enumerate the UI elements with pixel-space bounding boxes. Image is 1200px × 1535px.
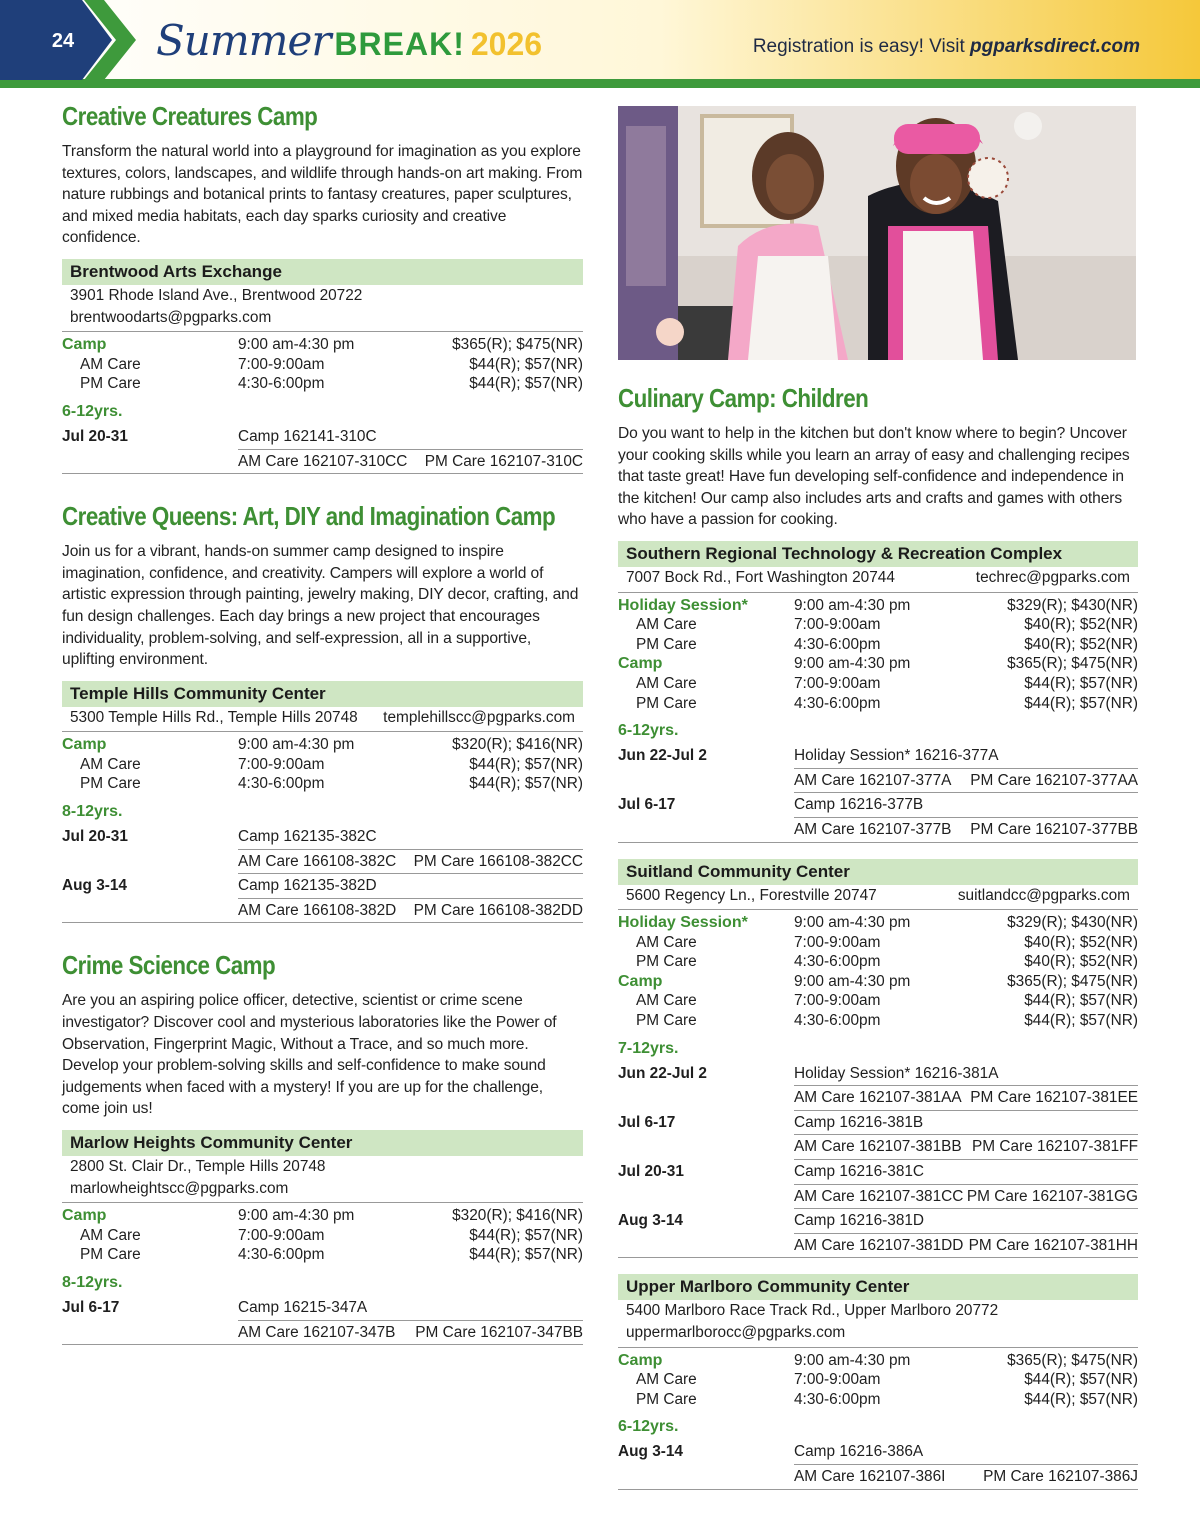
session-codes	[794, 818, 1138, 842]
brand-year: 2026	[470, 26, 543, 62]
activity-code[interactable]: Camp 162135-382C	[238, 828, 377, 846]
location-block	[618, 1274, 1138, 1489]
activity-code[interactable]: Camp 16216-381C	[794, 1163, 925, 1181]
session-date: Jul 6-17	[618, 796, 676, 814]
schedule-label: Camp	[618, 972, 663, 990]
session-date: Jun 22-Jul 2	[618, 747, 707, 765]
schedule-fee: $40(R); $52(NR)	[1024, 953, 1138, 971]
activity-code[interactable]: AM Care 166108-382C	[238, 852, 397, 870]
activity-code[interactable]: PM Care 162107-377BB	[970, 820, 1138, 838]
location-name: Southern Regional Technology & Recreation Complex	[618, 541, 1138, 567]
activity-code[interactable]: PM Care 162107-381FF	[972, 1138, 1138, 1156]
location-name: Suitland Community Center	[618, 859, 1138, 885]
session-codes	[794, 769, 1138, 794]
activity-code[interactable]: PM Care 162107-377AA	[970, 771, 1138, 789]
location-name: Upper Marlboro Community Center	[618, 1274, 1138, 1300]
session-codes	[794, 1135, 1138, 1160]
schedule-fee: $44(R); $57(NR)	[469, 355, 583, 373]
location-address-row	[62, 707, 583, 729]
spacer	[618, 1258, 1138, 1272]
session-codes	[238, 825, 583, 850]
schedule-label: PM Care	[636, 953, 697, 971]
session-list	[62, 825, 583, 923]
schedule-time: 7:00-9:00am	[238, 1226, 325, 1244]
schedule-time: 9:00 am-4:30 pm	[794, 1351, 911, 1369]
schedule-label: Camp	[62, 336, 107, 354]
page-number: 24	[51, 30, 75, 52]
session-row	[618, 1135, 1138, 1160]
location-email[interactable]: suitlandcc@pgparks.com	[957, 886, 1130, 904]
schedule-row	[618, 1370, 1138, 1390]
activity-code[interactable]: AM Care 162107-347B	[238, 1323, 396, 1341]
session-codes	[794, 1062, 1138, 1087]
age-range: 8-12yrs.	[62, 1273, 123, 1291]
schedule-row	[618, 1390, 1138, 1410]
location-email[interactable]: templehillscc@pgparks.com	[383, 708, 575, 726]
schedule-label: AM Care	[80, 1226, 141, 1244]
page-header	[0, 0, 1200, 88]
activity-code[interactable]: AM Care 162107-381BB	[794, 1138, 962, 1156]
session-codes	[238, 425, 583, 450]
schedule-row	[618, 913, 1138, 933]
schedule-row	[618, 991, 1138, 1011]
age-range: 7-12yrs.	[618, 1039, 679, 1057]
session-date: Jun 22-Jul 2	[618, 1064, 707, 1082]
session-list	[618, 1062, 1138, 1259]
session-codes	[794, 1209, 1138, 1234]
activity-code[interactable]: PM Care 162107-347BB	[415, 1323, 583, 1341]
fee-schedule	[618, 910, 1138, 1031]
schedule-fee: $44(R); $57(NR)	[1024, 992, 1138, 1010]
schedule-row	[618, 674, 1138, 694]
schedule-label: PM Care	[80, 375, 141, 393]
location-address: 3901 Rhode Island Ave., Brentwood 20722	[70, 286, 363, 304]
location-address: 7007 Bock Rd., Fort Washington 20744	[626, 568, 895, 586]
schedule-time: 9:00 am-4:30 pm	[794, 596, 911, 614]
activity-code[interactable]: Camp 162135-382D	[238, 877, 377, 895]
schedule-fee: $365(R); $475(NR)	[1007, 1351, 1138, 1369]
schedule-fee: $40(R); $52(NR)	[1024, 635, 1138, 653]
location-block	[62, 1130, 583, 1345]
schedule-label: PM Care	[636, 1390, 697, 1408]
activity-code[interactable]: AM Care 162107-381CC	[794, 1187, 964, 1205]
schedule-time: 9:00 am-4:30 pm	[238, 1207, 355, 1225]
location-address-row	[618, 567, 1138, 589]
session-date	[618, 1086, 794, 1111]
schedule-label: Holiday Session*	[618, 914, 748, 932]
session-codes	[794, 1234, 1138, 1258]
schedule-time: 7:00-9:00am	[238, 355, 325, 373]
location-email[interactable]: uppermarlborocc@pgparks.com	[626, 1324, 846, 1341]
session-date	[618, 818, 794, 842]
camp-title: Crime Science Camp	[62, 950, 276, 981]
schedule-time: 7:00-9:00am	[238, 755, 325, 773]
location-block	[62, 259, 583, 474]
schedule-label: Camp	[618, 655, 663, 673]
session-codes	[238, 1321, 583, 1345]
schedule-time: 4:30-6:00pm	[238, 1246, 325, 1264]
session-codes	[794, 1086, 1138, 1111]
schedule-row	[62, 774, 583, 794]
schedule-row	[62, 755, 583, 775]
schedule-time: 4:30-6:00pm	[794, 635, 881, 653]
activity-code[interactable]: PM Care 162107-381HH	[968, 1236, 1138, 1254]
session-date: Aug 3-14	[618, 1212, 683, 1230]
session-row	[62, 1296, 583, 1321]
session-row	[618, 1209, 1138, 1234]
schedule-label: AM Care	[636, 933, 697, 951]
schedule-row	[618, 654, 1138, 674]
age-range: 8-12yrs.	[62, 803, 123, 821]
schedule-fee: $329(R); $430(NR)	[1007, 914, 1138, 932]
session-date: Jul 20-31	[62, 427, 128, 445]
session-row	[62, 425, 583, 450]
location-name: Temple Hills Community Center	[62, 681, 583, 707]
schedule-time: 7:00-9:00am	[794, 1371, 881, 1389]
activity-code[interactable]: Holiday Session* 16216-377A	[794, 747, 999, 765]
left-column	[62, 100, 583, 1371]
activity-code[interactable]: PM Care 166108-382DD	[413, 901, 583, 919]
camp-description: Are you an aspiring police officer, detective, scientist or crime scene investigator? Discover cool and mysterious laboratories like the Power of Observation, Fingerprint Magic, Without a Trace, and so much more. Develop your problem-solving skills and self-confidence to make sound judgements when faced with a mystery! If you are up for the challenge, come join us!	[62, 992, 557, 1118]
activity-code[interactable]: Camp 16216-381B	[794, 1113, 924, 1131]
schedule-time: 7:00-9:00am	[794, 933, 881, 951]
schedule-row	[62, 735, 583, 755]
session-date: Jul 20-31	[618, 1163, 684, 1181]
activity-code[interactable]: Camp 162141-310C	[238, 427, 377, 445]
registration-text: Registration is easy! Visit	[752, 36, 970, 57]
session-row	[62, 1321, 583, 1346]
session-row	[618, 1440, 1138, 1465]
schedule-time: 4:30-6:00pm	[794, 953, 881, 971]
session-codes	[794, 1111, 1138, 1136]
location-email[interactable]: brentwoodarts@pgparks.com	[70, 308, 272, 326]
session-row	[62, 825, 583, 850]
activity-code[interactable]: PM Care 162107-381GG	[966, 1187, 1138, 1205]
session-codes	[794, 744, 1138, 769]
schedule-fee: $40(R); $52(NR)	[1024, 933, 1138, 951]
schedule-row	[618, 596, 1138, 616]
session-row	[62, 899, 583, 924]
session-row	[618, 1111, 1138, 1136]
schedule-label: AM Care	[636, 992, 697, 1010]
schedule-label: PM Care	[636, 1012, 697, 1030]
session-row	[618, 744, 1138, 769]
activity-code[interactable]: AM Care 162107-310CC	[238, 452, 408, 470]
session-row	[618, 1086, 1138, 1111]
schedule-label: AM Care	[80, 755, 141, 773]
brand-logo	[156, 16, 542, 65]
schedule-time: 4:30-6:00pm	[238, 375, 325, 393]
schedule-fee: $40(R); $52(NR)	[1024, 616, 1138, 634]
session-codes	[794, 1160, 1138, 1185]
session-date	[62, 450, 238, 474]
session-date	[62, 850, 238, 875]
camp-description: Join us for a vibrant, hands-on summer camp designed to inspire imagination, confidence, and creativity. Campers will explore a world of artistic expression through painting, jewelry making, DIY decor, crafting, and fun design challenges. Each day brings a new project that encourages individuality, problem-solving, and self-expression, all in a supportive, uplifting environment.	[62, 543, 579, 669]
session-codes	[794, 1465, 1138, 1489]
session-codes	[238, 850, 583, 875]
session-date	[618, 1234, 794, 1258]
session-row	[618, 1234, 1138, 1259]
session-row	[618, 818, 1138, 843]
location-email[interactable]: techrec@pgparks.com	[975, 568, 1130, 586]
schedule-fee: $44(R); $57(NR)	[469, 775, 583, 793]
session-list	[62, 1296, 583, 1345]
schedule-time: 9:00 am-4:30 pm	[794, 655, 911, 673]
schedule-time: 4:30-6:00pm	[794, 1390, 881, 1408]
camp-description: Do you want to help in the kitchen but don't know where to begin? Uncover your cooking skills while you learn an array of easy and challenging recipes that taste great! Have fun developing self-confidence and independence in the kitchen! Our camp also includes arts and crafts and games with others who have a passion for cooking.	[618, 425, 1130, 529]
schedule-row	[618, 952, 1138, 972]
session-codes	[238, 1296, 583, 1321]
location-address-row	[618, 885, 1138, 907]
schedule-row	[618, 1011, 1138, 1031]
schedule-fee: $320(R); $416(NR)	[452, 1207, 583, 1225]
session-row	[618, 769, 1138, 794]
schedule-label: Camp	[618, 1351, 663, 1369]
location-block	[618, 859, 1138, 1273]
schedule-label: PM Care	[636, 635, 697, 653]
activity-code[interactable]: Camp 16216-381D	[794, 1212, 925, 1230]
session-codes	[238, 899, 583, 923]
activity-code[interactable]: AM Care 162107-386I	[794, 1467, 946, 1485]
registration-link[interactable]: pgparksdirect.com	[970, 36, 1140, 57]
session-row	[618, 1160, 1138, 1185]
schedule-fee: $44(R); $57(NR)	[1024, 1012, 1138, 1030]
location-address: 5600 Regency Ln., Forestville 20747	[626, 886, 877, 904]
fee-schedule	[618, 593, 1138, 714]
session-date: Aug 3-14	[618, 1443, 683, 1461]
activity-code[interactable]: AM Care 162107-381AA	[794, 1089, 962, 1107]
brand-script: Summer	[156, 16, 331, 65]
schedule-label: Holiday Session*	[618, 596, 748, 614]
session-date: Jul 6-17	[62, 1298, 120, 1316]
session-date	[618, 769, 794, 794]
location-block	[62, 681, 583, 924]
location-block	[618, 541, 1138, 857]
spacer	[618, 843, 1138, 857]
schedule-row	[618, 635, 1138, 655]
right-column	[618, 106, 1138, 1516]
schedule-label: AM Care	[636, 616, 697, 634]
registration-banner	[753, 36, 1140, 58]
schedule-row	[62, 1245, 583, 1265]
age-range: 6-12yrs.	[62, 402, 123, 420]
session-list	[618, 744, 1138, 842]
schedule-row	[62, 355, 583, 375]
schedule-time: 7:00-9:00am	[794, 992, 881, 1010]
location-email[interactable]: marlowheightscc@pgparks.com	[70, 1179, 289, 1197]
schedule-label: Camp	[62, 1207, 107, 1225]
culinary-camp-photo	[618, 106, 1136, 360]
schedule-row	[62, 1206, 583, 1226]
schedule-fee: $44(R); $57(NR)	[469, 375, 583, 393]
schedule-fee: $44(R); $57(NR)	[469, 1226, 583, 1244]
brand-break: BREAK!	[334, 26, 465, 62]
session-codes	[238, 874, 583, 899]
schedule-row	[618, 933, 1138, 953]
age-range: 6-12yrs.	[618, 722, 679, 740]
session-date: Aug 3-14	[62, 877, 127, 895]
activity-code[interactable]: AM Care 162107-377A	[794, 771, 952, 789]
location-address: 5400 Marlboro Race Track Rd., Upper Marlboro 20772	[626, 1302, 999, 1320]
session-row	[62, 850, 583, 875]
schedule-time: 7:00-9:00am	[794, 616, 881, 634]
session-row	[62, 450, 583, 475]
schedule-time: 7:00-9:00am	[794, 674, 881, 692]
schedule-time: 9:00 am-4:30 pm	[794, 972, 911, 990]
fee-schedule	[62, 1203, 583, 1265]
location-name: Brentwood Arts Exchange	[62, 259, 583, 285]
activity-code[interactable]: PM Care 162107-310C	[424, 452, 583, 470]
activity-code[interactable]: AM Care 162107-381DD	[794, 1236, 964, 1254]
schedule-label: PM Care	[636, 694, 697, 712]
fee-schedule	[618, 1348, 1138, 1410]
session-row	[618, 1465, 1138, 1490]
schedule-label: PM Care	[80, 1246, 141, 1264]
schedule-row	[62, 335, 583, 355]
schedule-time: 4:30-6:00pm	[794, 694, 881, 712]
fee-schedule	[62, 332, 583, 394]
schedule-row	[618, 615, 1138, 635]
schedule-label: PM Care	[80, 775, 141, 793]
schedule-time: 9:00 am-4:30 pm	[238, 736, 355, 754]
schedule-time: 4:30-6:00pm	[794, 1012, 881, 1030]
schedule-row	[618, 694, 1138, 714]
session-list	[62, 425, 583, 474]
schedule-fee: $44(R); $57(NR)	[1024, 1371, 1138, 1389]
session-date	[618, 1135, 794, 1160]
schedule-label: AM Care	[636, 1371, 697, 1389]
session-row	[62, 874, 583, 899]
schedule-label: Camp	[62, 736, 107, 754]
schedule-row	[618, 1351, 1138, 1371]
schedule-label: AM Care	[636, 674, 697, 692]
session-codes	[794, 1440, 1138, 1465]
activity-code[interactable]: PM Care 162107-381EE	[970, 1089, 1138, 1107]
activity-code[interactable]: AM Care 162107-377B	[794, 820, 952, 838]
activity-code[interactable]: PM Care 166108-382CC	[413, 852, 583, 870]
activity-code[interactable]: Camp 16216-386A	[794, 1443, 924, 1461]
schedule-fee: $44(R); $57(NR)	[1024, 1390, 1138, 1408]
session-codes	[794, 1185, 1138, 1210]
activity-code[interactable]: Camp 16216-377B	[794, 796, 924, 814]
camp-title: Creative Creatures Camp	[62, 101, 318, 131]
schedule-row	[62, 1226, 583, 1246]
activity-code[interactable]: PM Care 162107-386J	[983, 1467, 1138, 1485]
session-codes	[794, 793, 1138, 818]
schedule-fee: $44(R); $57(NR)	[469, 755, 583, 773]
schedule-time: 4:30-6:00pm	[238, 775, 325, 793]
activity-code[interactable]: AM Care 166108-382D	[238, 901, 397, 919]
camp-section	[62, 949, 583, 1345]
session-date	[618, 1465, 794, 1489]
schedule-fee: $365(R); $475(NR)	[1007, 972, 1138, 990]
schedule-fee: $329(R); $430(NR)	[1007, 596, 1138, 614]
camp-title: Creative Queens: Art, DIY and Imagination Camp	[62, 501, 556, 532]
camp-section	[62, 100, 583, 474]
camp-section	[618, 382, 1138, 1490]
session-list	[618, 1440, 1138, 1489]
schedule-fee: $365(R); $475(NR)	[1007, 655, 1138, 673]
session-codes	[238, 450, 583, 474]
schedule-row	[618, 972, 1138, 992]
location-name: Marlow Heights Community Center	[62, 1130, 583, 1156]
session-date: Jul 20-31	[62, 828, 128, 846]
schedule-fee: $365(R); $475(NR)	[452, 336, 583, 354]
fee-schedule	[62, 732, 583, 794]
session-date	[618, 1185, 794, 1210]
session-date: Jul 6-17	[618, 1113, 676, 1131]
schedule-fee: $320(R); $416(NR)	[452, 736, 583, 754]
schedule-fee: $44(R); $57(NR)	[1024, 674, 1138, 692]
schedule-fee: $44(R); $57(NR)	[1024, 694, 1138, 712]
age-range: 6-12yrs.	[618, 1418, 679, 1436]
session-row	[618, 1185, 1138, 1210]
camp-description: Transform the natural world into a playground for imagination as you explore textures, colors, landscapes, and wildlife through hands-on art making. From nature rubbings and botanical prints to fantasy creatures, paper sculptures, and mixed media habitats, each day sparks curiosity and creative confidence.	[62, 143, 583, 247]
schedule-time: 9:00 am-4:30 pm	[794, 914, 911, 932]
camp-section	[62, 500, 583, 923]
session-row	[618, 1062, 1138, 1087]
session-date	[62, 1321, 238, 1345]
session-row	[618, 793, 1138, 818]
camp-title: Culinary Camp: Children	[618, 383, 869, 413]
activity-code[interactable]: Holiday Session* 16216-381A	[794, 1064, 999, 1082]
schedule-time: 9:00 am-4:30 pm	[238, 336, 355, 354]
activity-code[interactable]: Camp 16215-347A	[238, 1298, 368, 1316]
schedule-row	[62, 374, 583, 394]
location-address: 2800 St. Clair Dr., Temple Hills 20748	[70, 1158, 326, 1175]
schedule-fee: $44(R); $57(NR)	[469, 1246, 583, 1264]
session-date	[62, 899, 238, 923]
schedule-label: AM Care	[80, 355, 141, 373]
location-address: 5300 Temple Hills Rd., Temple Hills 20748	[70, 708, 358, 726]
